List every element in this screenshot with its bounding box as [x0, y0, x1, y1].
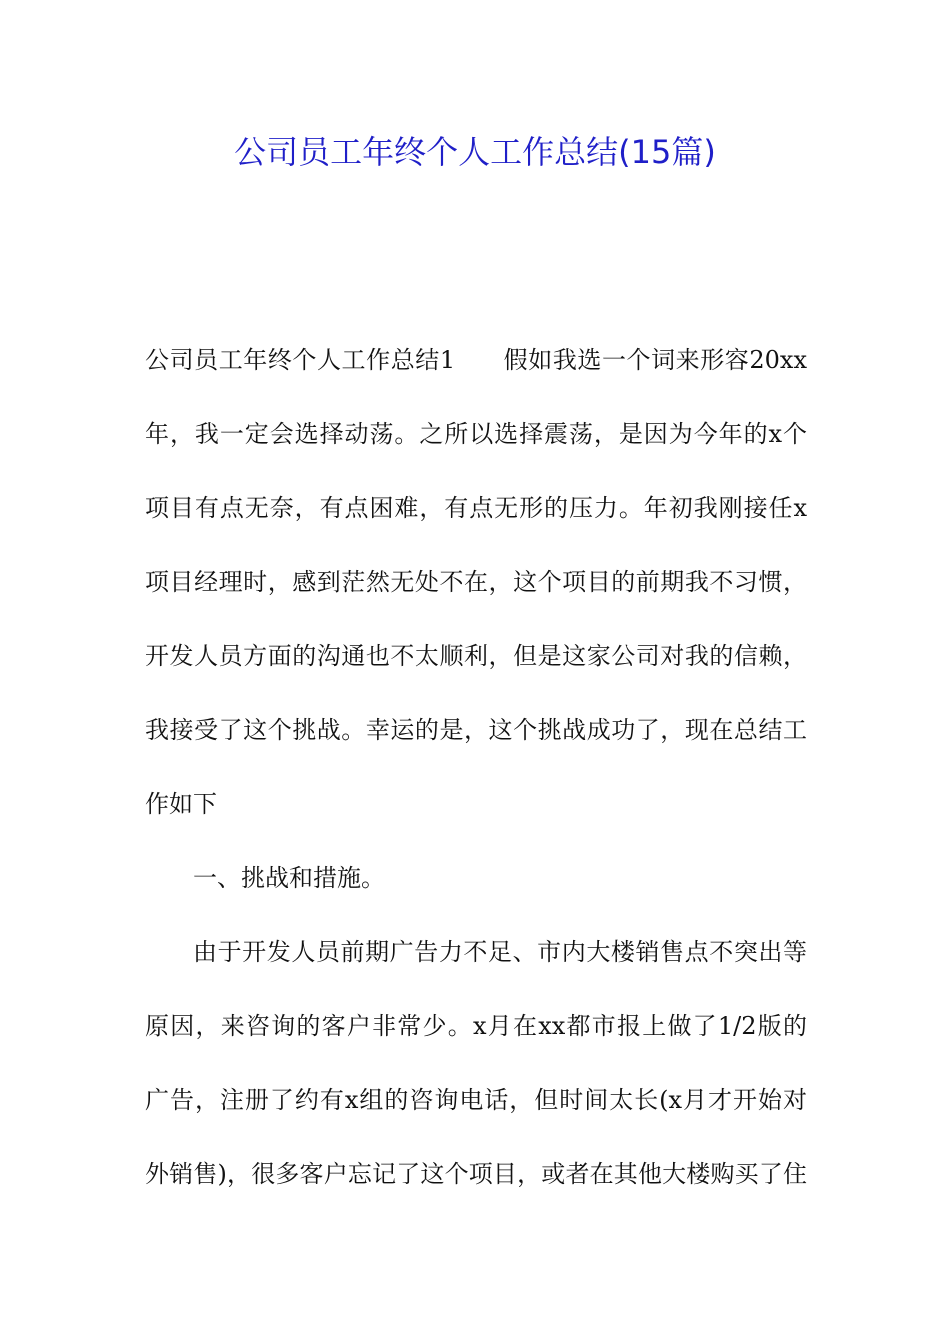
paragraph-line: 项目有点无奈，有点困难，有点无形的压力。年初我刚接任x — [145, 494, 807, 522]
paragraph-line: 广告，注册了约有x组的咨询电话，但时间太长(x月才开始对 — [145, 1086, 807, 1114]
paragraph-text: 假如我选一个词来形容20xx — [503, 346, 807, 374]
document-body — [145, 335, 807, 1223]
paragraph-line: 由于开发人员前期广告力不足、市内大楼销售点不突出等 — [193, 938, 807, 966]
paragraph-line: 年，我一定会选择动荡。之所以选择震荡，是因为今年的x个 — [145, 420, 807, 448]
section-heading: 一、挑战和措施。 — [193, 864, 385, 892]
paragraph-line: 外销售)，很多客户忘记了这个项目，或者在其他大楼购买了住 — [145, 1160, 807, 1188]
paragraph-line: 作如下 — [145, 790, 217, 818]
document-title: 公司员工年终个人工作总结(15篇) — [234, 133, 716, 171]
paragraph-line — [145, 335, 807, 409]
section-heading-inline: 公司员工年终个人工作总结1 — [145, 346, 456, 374]
paragraph-line: 开发人员方面的沟通也不太顺利，但是这家公司对我的信赖， — [145, 642, 807, 670]
paragraph-line: 原因，来咨询的客户非常少。x月在xx都市报上做了1/2版的 — [145, 1012, 807, 1040]
paragraph-line: 项目经理时，感到茫然无处不在，这个项目的前期我不习惯， — [145, 568, 807, 596]
paragraph-line: 我接受了这个挑战。幸运的是，这个挑战成功了，现在总结工 — [145, 716, 807, 744]
